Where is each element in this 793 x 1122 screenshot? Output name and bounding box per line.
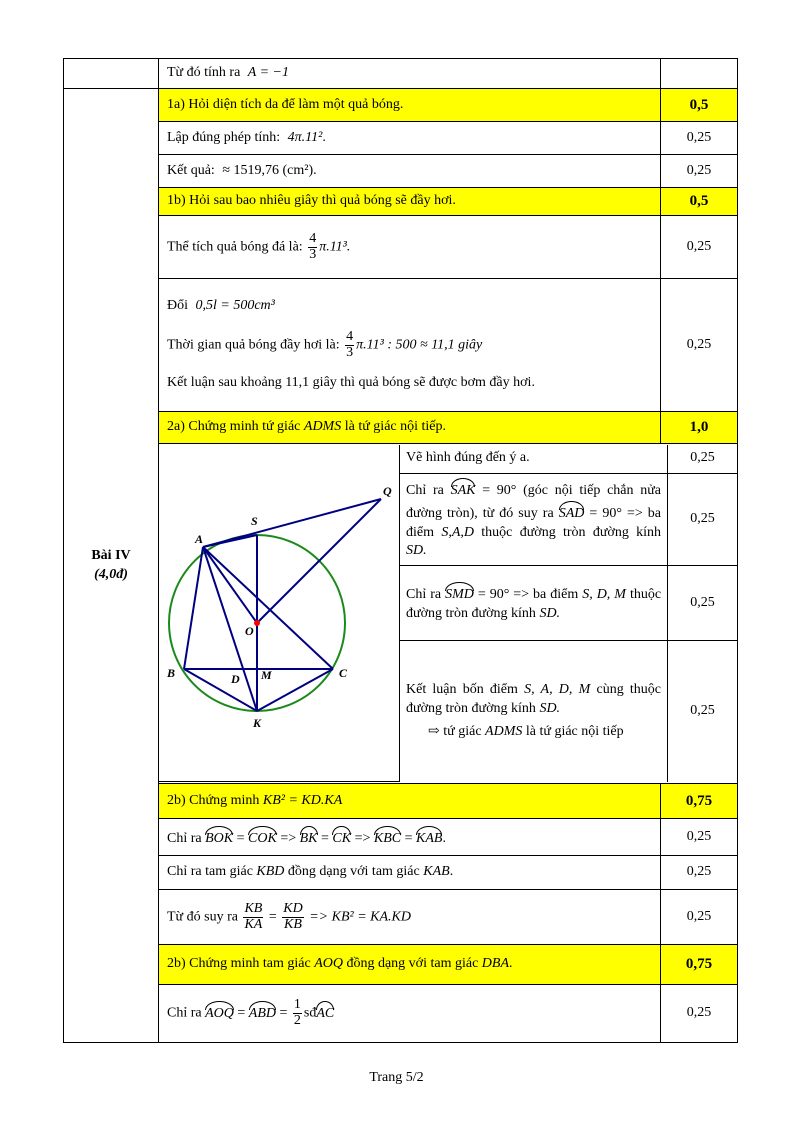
q1a-step2-score: 0,25 [661,155,738,188]
q1a-step2: Kết quả: ≈ 1519,76 (cm²). [159,155,661,188]
section-subtitle: (4,0đ) [94,566,128,582]
q2b-header: 2b) Chứng minh KB² = KD.KA [159,784,661,819]
q2b-header-row [64,784,738,819]
table-row [64,59,738,89]
segment-aq [203,499,381,547]
section-title: Bài IV [91,547,131,563]
q1b-time: Đổi 0,5l = 500cm³ Thời gian quả bóng đầy hơi là: $\frac{4}{3}$ π.11³ : 500 ≈ 11,1 giây Kết luận sau khoảng 11,1 giây thì quả bóng sẽ được bơm đầy hơi. [159,279,661,412]
q1b-header-row [64,188,738,216]
q2a-step4-score: 0,25 [668,641,738,782]
q2a-step2: Chỉ ra SAK = 90° (góc nội tiếp chắn nửa đường tròn), từ đó suy ra SAD = 90° => ba điểm S,A,D thuộc đường tròn đường kính SD. [400,474,668,566]
q1a-step1-score: 0,25 [661,122,738,155]
fraction: $\frac{1}{2}$ [293,997,301,1028]
label-q: Q [383,483,392,498]
label-k: K [253,715,262,730]
fraction: $\frac{4}{3}$ [346,328,354,360]
table-row [64,155,738,188]
section-cell [64,89,159,1043]
page-footer: Trang 5/2 [369,1070,424,1085]
label-d: D [231,671,240,686]
table-row [64,890,738,945]
q1b-header: 1b) Hỏi sau bao nhiêu giây thì quả bóng sẽ đầy hơi. [159,188,661,216]
table-row [64,122,738,155]
q2a-body-row [64,444,738,784]
label-c: C [339,665,348,680]
table-row [159,445,737,474]
q2b-step2-score: 0,25 [661,856,738,890]
q2a-step3: Chỉ ra SMD = 90° => ba điểm S, D, M thuộc đường tròn đường kính SD. [400,566,668,641]
label-m: M [261,667,272,682]
q1b-volume-score: 0,25 [661,216,738,279]
q2b-step2: Chỉ ra tam giác KBD đồng dạng với tam giác KAB. [159,856,661,890]
q1a-step1: Lập đúng phép tính: 4π.11². [159,122,661,155]
figure-cell [159,445,400,782]
label-s: S [251,513,258,528]
q1a-header-score: 0,5 [661,89,738,122]
answer-cell: Từ đó tính ra A = −1 [159,59,661,89]
table-row [64,819,738,856]
table-row [64,856,738,890]
q2a-step2-score: 0,25 [668,474,738,566]
q2b-step3-score: 0,25 [661,890,738,945]
q2b-step1: Chỉ ra BOK = COK => BK = CK => KBC = KAB. [159,819,661,856]
score-cell [661,59,738,89]
q2c-header: 2b) Chứng minh tam giác AOQ đồng dạng với tam giác DBA. [159,945,661,985]
fraction: $\frac{4}{3}$ [309,230,317,262]
q2c-step1-score: 0,25 [661,985,738,1043]
label-o: O [245,623,254,638]
q1a-header: 1a) Hỏi diện tích da để làm một quả bóng. [159,89,661,122]
table-row [64,216,738,279]
center-point-o [254,620,260,626]
q1b-time-score: 0,25 [661,279,738,412]
q2c-step1: Chỉ ra AOQ = ABD = $\frac{1}{2}$ sđAC [159,985,661,1043]
q1a-header-row [64,89,738,122]
q2b-step1-score: 0,25 [661,819,738,856]
q2a-inner-table [159,445,737,783]
grading-table [63,58,738,1043]
fraction: $\frac{KD}{KB}$ [283,900,303,932]
implies-arrow-icon: ⇨ [428,723,440,739]
label-b: B [167,665,176,680]
q2a-header-row [64,412,738,444]
geometry-figure [159,445,399,775]
q2a-body [159,444,738,784]
table-row [64,279,738,412]
segment-ao [203,547,257,623]
q2c-header-row [64,945,738,985]
q2a-header: 2a) Chứng minh tứ giác ADMS là tứ giác nội tiếp. [159,412,661,444]
fraction: $\frac{KB}{KA}$ [244,900,263,932]
q2a-step4: Kết luận bốn điểm S, A, D, M cùng thuộc đường tròn đường kính SD. ⇨ tứ giác ADMS là tứ giác nội tiếp [406,682,661,739]
segment-ab [184,547,203,669]
label-a: A [195,531,204,546]
q2a-draw: Vẽ hình đúng đến ý a. [400,445,668,474]
q1b-header-score: 0,5 [661,188,738,216]
segment-oq [257,499,381,623]
figure-lines [184,499,381,711]
blank-cell [64,59,159,89]
q2c-header-score: 0,75 [661,945,738,985]
q1b-volume: Thể tích quả bóng đá là: $\frac{4}{3}$ π.11³. [159,216,661,279]
q2a-draw-score: 0,25 [668,445,738,474]
q2a-header-score: 1,0 [661,412,738,444]
table-row [64,985,738,1043]
q2b-step3: Từ đó suy ra $\frac{KB}{KA}$ = $\frac{KD}{KB}$ => KB² = KA.KD [159,890,661,945]
q2a-step3-score: 0,25 [668,566,738,641]
q2b-header-score: 0,75 [661,784,738,819]
